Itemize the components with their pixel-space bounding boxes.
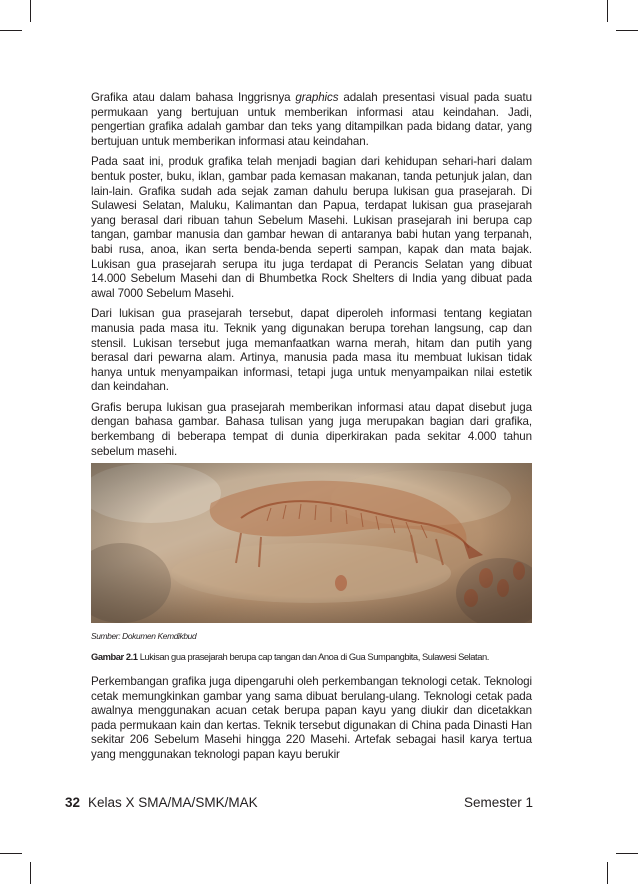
footer-left <box>65 795 258 810</box>
figure-source: Sumber: Dokumen Kemdikbud <box>91 631 197 641</box>
paragraph-2: Pada saat ini, produk grafika telah menjadi bagian dari kehidupan sehari-hari dalam bentuk poster, buku, iklan, gambar pada kemasan makanan, tanda petunjuk jalan, dan lain-lain. Grafika sudah ada sejak zaman dahulu berupa lukisan gua prasejarah. Di Sulawesi Selatan, Maluku, Kalimantan dan Papua, terdapat lukisan gua prasejarah yang berasal dari ribuan tahun Sebelum Masehi. Lukisan prasejarah ini berupa cap tangan, gambar manusia dan gambar hewan di antaranya babi hutan yang terpanah, babi rusa, anoa, ikan serta benda-benda seperti sampan, kapak dan mata bajak. Lukisan gua prasejarah serupa itu juga terdapat di Perancis Selatan yang dibuat 14.000 Sebelum Masehi dan di Bhumbetka Rock Shelters di India yang dibuat pada awal 7000 Sebelum Masehi. <box>91 155 532 300</box>
figure-caption-label: Gambar 2.1 <box>91 651 138 662</box>
figure-caption <box>91 651 551 662</box>
crop-mark <box>616 853 638 854</box>
paragraph-4: Grafis berupa lukisan gua prasejarah memberikan informasi atau dapat disebut juga dengan bahasa gambar. Bahasa tulisan yang juga merupakan bagian dari grafika, berkembang di beberapa tempat di dunia diperkirakan pada sekitar 4.000 tahun sebelum masehi. <box>91 400 532 458</box>
page-number: 32 <box>65 795 81 810</box>
crop-mark <box>0 853 22 854</box>
cave-painting-photo <box>91 463 532 623</box>
paragraph-3: Dari lukisan gua prasejarah tersebut, dapat diperoleh informasi tentang kegiatan manusia pada masa itu. Teknik yang digunakan berupa torehan langsung, cap dan stensil. Lukisan tersebut juga memanfaatkan warna merah, hitam dan putih yang berasal dari pewarna alam. Artinya, manusia pada masa itu membuat lukisan tidak hanya untuk menyampaikan informasi, tetapi juga untuk menyampaikan nilai estetik dan keindahan. <box>91 307 532 394</box>
crop-mark <box>607 862 608 884</box>
paragraph-1-italic-term: graphics <box>295 91 339 104</box>
crop-mark <box>0 30 22 31</box>
paragraph-1-text-b: adalah presentasi visual pada suatu permukaan yang bertujuan untuk memberikan informasi atau keindahan. Jadi, pengertian grafika adalah gambar dan teks yang ditampilkan pada bidang datar, yang bertujuan untuk memberikan informasi atau keindahan. <box>91 91 532 148</box>
paragraph-1 <box>91 91 532 149</box>
book-title: Kelas X SMA/MA/SMK/MAK <box>88 795 258 810</box>
crop-mark <box>607 0 608 22</box>
body-text-bottom <box>91 675 532 769</box>
crop-mark <box>30 0 31 22</box>
page-footer <box>65 795 533 810</box>
semester-label: Semester 1 <box>463 795 533 810</box>
crop-mark <box>616 30 638 31</box>
paragraph-1-text-a: Grafika atau dalam bahasa Inggrisnya <box>91 91 296 104</box>
body-text-top <box>91 91 532 465</box>
paragraph-5: Perkembangan grafika juga dipengaruhi oleh perkembangan teknologi cetak. Teknologi cetak memungkinkan gambar yang sama dibuat berulang-ulang. Teknologi cetak pada awalnya menggunakan acuan cetak berupa papan kayu yang diukir dan dicetakkan pada permukaan kain dan kertas. Teknik tersebut digunakan di China pada Dinasti Han sekitar 206 Sebelum Masehi hingga 220 Masehi. Artefak sebagai hasil karya tertua yang menggunakan teknologi papan kayu berukir <box>91 675 532 761</box>
crop-mark <box>30 862 31 884</box>
figure-caption-text: Lukisan gua prasejarah berupa cap tangan dan Anoa di Gua Sumpangbita, Sulawesi Selatan. <box>137 651 489 662</box>
